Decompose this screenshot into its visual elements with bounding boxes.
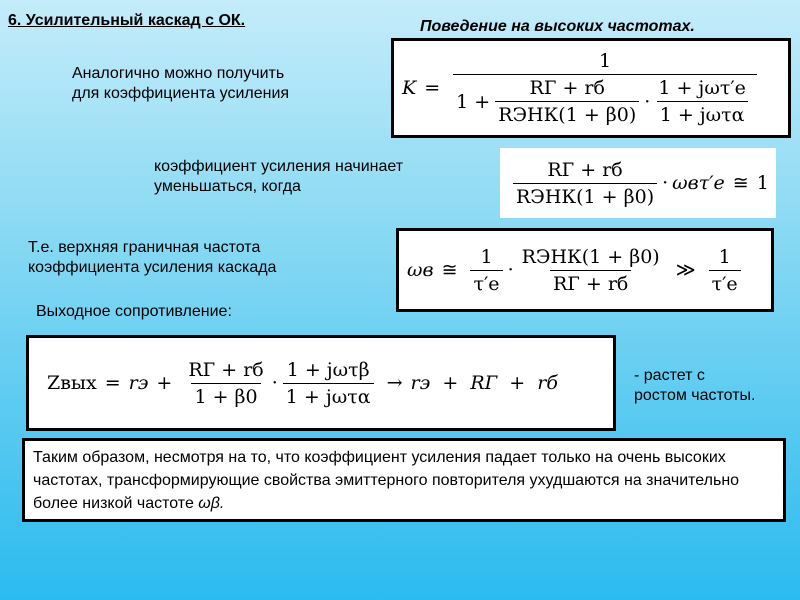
dot-operator: ·	[644, 90, 651, 113]
decrease-text: коэффициент усиления начинает уменьшаться, когда	[154, 158, 404, 195]
output-resistance-label: Выходное сопротивление:	[36, 303, 232, 320]
condition-rhs: 1	[756, 172, 769, 194]
condition-formula-box	[500, 148, 776, 218]
resistance-ratio	[185, 359, 266, 408]
frequency-ratio	[283, 359, 374, 408]
one-plus: 1 +	[456, 90, 491, 113]
gain-formula	[394, 41, 788, 135]
equals-sign: =	[104, 372, 121, 394]
ratio-denominator: RГ + rб	[550, 270, 631, 295]
dot-operator: ·	[271, 372, 278, 394]
omega-symbol: ωв	[407, 259, 434, 281]
gain-numerator: 1	[598, 50, 612, 72]
rhs-fraction	[709, 246, 741, 295]
freq-denominator: 1 + jωτα	[283, 383, 374, 408]
gain-symbol: K	[402, 77, 417, 99]
approx-sign: ≅	[441, 259, 458, 281]
output-impedance-formula-box	[26, 335, 616, 431]
ratio-numerator: RГ + rб	[547, 158, 623, 181]
freq-denominator: 1 + jωτα	[657, 101, 748, 126]
equals-sign: =	[424, 77, 441, 99]
ratio-denominator: RЭНК(1 + β0)	[513, 183, 657, 208]
gain-formula-box	[391, 38, 791, 138]
inverse-tau-fraction	[470, 246, 502, 295]
dot-operator: ·	[507, 259, 514, 281]
resistance-ratio	[495, 77, 639, 126]
ratio-denominator: RЭНК(1 + β0)	[495, 101, 639, 126]
slide-title: 6. Усилительный каскад с ОК.	[8, 12, 246, 29]
freq-numerator: 1 + jωτβ	[286, 358, 370, 381]
ratio-denominator: 1 + β0	[191, 383, 260, 408]
upper-frequency-text: Т.е. верхняя граничная частота коэффициента усиления каскада	[28, 239, 277, 276]
condition-ratio	[513, 159, 657, 208]
ratio-numerator: RГ + rб	[529, 77, 605, 99]
much-greater-sign: ≫	[675, 259, 696, 281]
gain-fraction	[453, 50, 757, 126]
ratio-numerator: RЭНК(1 + β0)	[521, 245, 660, 268]
condition-formula	[500, 148, 776, 218]
arrow-symbol: →	[386, 372, 403, 394]
impedance-symbol: Zвых	[47, 372, 97, 394]
omega-tau-term: ωвτ′e	[672, 172, 725, 194]
resistance-ratio	[519, 246, 663, 295]
dot-operator: ·	[662, 172, 669, 194]
cutoff-formula	[399, 231, 771, 309]
approx-sign: ≅	[732, 172, 749, 194]
summary-box	[22, 438, 786, 522]
output-impedance-formula	[29, 338, 613, 428]
cutoff-formula-box	[396, 228, 774, 312]
fraction-denominator: τ′e	[709, 270, 741, 295]
limit-expression: rэ + RГ + rб	[410, 372, 558, 394]
freq-numerator: 1 + jωτ′e	[658, 77, 746, 99]
omega-beta-symbol: ωβ.	[198, 495, 225, 512]
frequency-ratio	[655, 77, 749, 126]
section-subtitle: Поведение на высоких частотах.	[420, 18, 695, 35]
analog-text: Аналогично можно получить для коэффициента усиления	[72, 65, 290, 102]
fraction-numerator: 1	[718, 245, 731, 268]
plus-sign: +	[156, 372, 173, 394]
ratio-numerator: RГ + rб	[188, 358, 264, 381]
fraction-denominator: τ′e	[470, 270, 502, 295]
fraction-numerator: 1	[480, 245, 493, 268]
grows-text: - растет с ростом частоты.	[634, 367, 756, 404]
summary-text: Таким образом, несмотря на то, что коэффициент усиления падает только на очень высоких частотах, трансформирующие свойства эмиттерного повторителя ухудшаются на значительно более низкой частоте	[33, 449, 740, 512]
emitter-resistance: rэ	[128, 372, 149, 394]
gain-denominator	[453, 74, 757, 126]
